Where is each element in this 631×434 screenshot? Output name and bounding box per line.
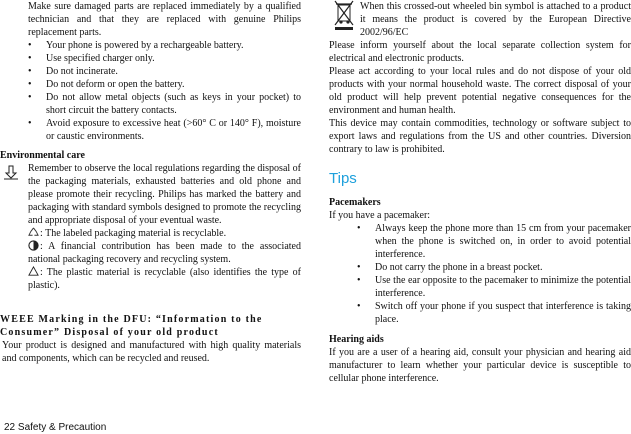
pacemaker-list <box>329 222 631 326</box>
hearing-aids-body: If you are a user of a hearing aid, consult your physician and hearing aid manufacturer to learn whether your particular device is susceptible to cellular phone interference. <box>329 347 631 384</box>
pacemakers-intro: If you have a pacemaker: <box>329 210 431 221</box>
right-column <box>329 0 631 385</box>
export-paragraph: This device may contain commodities, technology or software subject to export laws and regulations from the US and other countries. Diversion contrary to law is prohibited. <box>329 118 631 155</box>
list-item: • Do not deform or open the battery. <box>0 78 301 91</box>
battery-intro: Make sure damaged parts are replaced immediately by a qualified technician and that they are replaced with genuine Philips replacement parts. <box>28 1 301 38</box>
environmental-body: Remember to observe the local regulations regarding the disposal of the packaging materials, exhausted batteries and old phone and please promote their recycling. Philips has marked the battery and packaging with standard symbols designed to promote the recycling and appropriate disposal of your eventual waste. <box>28 163 301 226</box>
hearing-aids-heading: Hearing aids <box>329 334 384 345</box>
symbol-line-contribution: : A financial contribution has been made to the associated national packaging recovery and recycling system. <box>28 241 301 265</box>
tips-title: Tips <box>329 170 357 187</box>
recycle-label-icon <box>28 227 39 238</box>
environmental-heading: Environmental care <box>0 150 85 161</box>
list-item: • Switch off your phone if you suspect that interference is taking place. <box>329 300 631 326</box>
green-dot-icon <box>28 240 39 251</box>
page-number: 22 <box>4 422 16 433</box>
symbol-line-recyclable: : The labeled packaging material is recyclable. <box>0 227 301 240</box>
weee-body: Your product is designed and manufactured with high quality materials and components, which can be recycled and reused. <box>2 340 301 364</box>
weee-heading: WEEE Marking in the DFU: “Information to the Consumer” Disposal of your old product <box>0 314 263 338</box>
environmental-section <box>0 162 301 292</box>
bin-symbol-text: When this crossed-out wheeled bin symbol is attached to a product it means the product is covered by the European Directive 2002/96/EC <box>360 1 631 38</box>
pacemakers-heading: Pacemakers <box>329 197 381 208</box>
packaging-disposal-icon <box>2 163 20 181</box>
list-item: • Do not carry the phone in a breast pocket. <box>329 261 631 274</box>
list-item: • Use the ear opposite to the pacemaker to minimize the potential interference. <box>329 274 631 300</box>
section-name: Safety & Precaution <box>17 422 107 433</box>
page-footer <box>4 421 106 434</box>
battery-list <box>0 39 301 143</box>
list-item: • Avoid exposure to excessive heat (>60° C or 140° F), moisture or caustic environments. <box>0 117 301 143</box>
list-item: • Do not incinerate. <box>0 65 301 78</box>
left-column <box>0 0 301 365</box>
list-item: • Your phone is powered by a rechargeable battery. <box>0 39 301 52</box>
list-item: • Do not allow metal objects (such as keys in your pocket) to short circuit the battery contacts. <box>0 91 301 117</box>
disposal-paragraph: Please act according to your local rules and do not dispose of your old products with your normal household waste. The correct disposal of your old product will help prevent potential negative consequences for the environment and human health. <box>329 66 631 116</box>
list-item: • Always keep the phone more than 15 cm from your pacemaker when the phone is switched on, in order to avoid potential interference. <box>329 222 631 261</box>
plastic-triangle-icon <box>28 266 39 277</box>
symbol-line-plastic: : The plastic material is recyclable (also identifies the type of plastic). <box>28 267 301 291</box>
list-item: • Use specified charger only. <box>0 52 301 65</box>
collection-paragraph: Please inform yourself about the local separate collection system for electrical and electronic products. <box>329 40 631 64</box>
